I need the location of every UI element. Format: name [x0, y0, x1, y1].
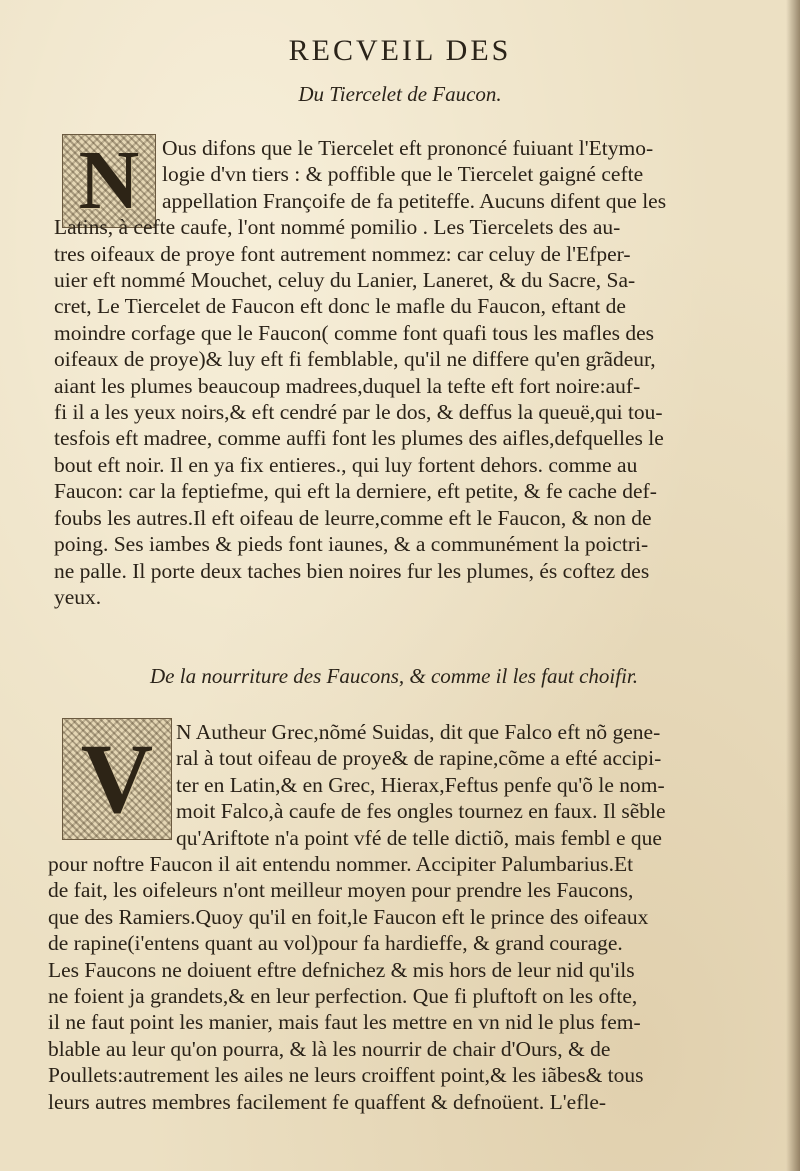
- text-line: Poullets:autrement les ailes ne leurs croiffent point,& les iãbes& tous: [48, 1063, 644, 1088]
- text-line: tesfois eft madree, comme auffi font les plumes des aifles,defquelles le: [54, 426, 664, 451]
- text-line: logie d'vn tiers : & poffible que le Tiercelet gaigné cefte: [162, 162, 644, 187]
- text-line: foubs les autres.Il eft oifeau de leurre,comme eft le Faucon, & non de: [54, 505, 652, 530]
- text-line: tres oifeaux de proye font autrement nommez: car celuy de l'Efper-: [54, 241, 631, 266]
- text-line: ne foient ja grandets,& en leur perfection. Que fi pluftoft on les ofte,: [48, 984, 638, 1009]
- text-line: de fait, les oifeleurs n'ont meilleur moyen pour prendre les Faucons,: [48, 878, 634, 903]
- text-line: poing. Ses iambes & pieds font iaunes, & a communément la poictri-: [54, 532, 649, 557]
- text-line: N Autheur Grec,nõmé Suidas, dit que Falco eft nõ gene-: [176, 720, 661, 744]
- text-line: bout eft noir. Il en ya fix entieres., qui luy fortent dehors. comme au: [54, 452, 638, 477]
- section-heading-tiercelet: Du Tiercelet de Faucon.: [298, 82, 502, 106]
- text-line: fi il a les yeux noirs,& eft cendré par le dos, & deffus la queuë,qui tou-: [54, 400, 663, 425]
- running-head: RECVEIL DES: [288, 34, 512, 67]
- page-gutter-shadow: [786, 0, 800, 1171]
- text-line: Les Faucons ne doiuent eftre defnichez & mis hors de leur nid qu'ils: [48, 957, 635, 982]
- text-line: leurs autres membres facilement fe quaffent & defnoüent. L'efle-: [48, 1089, 607, 1114]
- text-line: oifeaux de proye)& luy eft fi femblable, qu'il ne differe qu'en grãdeur,: [54, 347, 656, 372]
- text-line: blable au leur qu'on pourra, & là les nourrir de chair d'Ours, & de: [48, 1036, 611, 1061]
- paragraph-nourriture: [48, 719, 766, 1115]
- text-line: ter en Latin,& en Grec, Hierax,Feftus penfe qu'õ le nom-: [176, 772, 665, 797]
- text-line: il ne faut point les manier, mais faut les mettre en vn nid le plus fem-: [48, 1010, 641, 1035]
- text-line: ne palle. Il porte deux taches bien noires fur les plumes, és coftez des: [54, 558, 650, 583]
- text-line: Ous difons que le Tiercelet eft prononcé fuiuant l'Etymo-: [162, 136, 654, 160]
- decorated-initial-v: V: [62, 718, 172, 840]
- text-line: que des Ramiers.Quoy qu'il en foit,le Faucon eft le prince des oifeaux: [48, 904, 649, 929]
- text-line: de rapine(i'entens quant au vol)pour fa hardieffe, & grand courage.: [48, 931, 623, 956]
- decorated-initial-n: N: [62, 134, 156, 228]
- text-line: cret, Le Tiercelet de Faucon eft donc le mafle du Faucon, eftant de: [54, 294, 626, 319]
- text-line: moit Falco,à caufe de fes ongles tournez en faux. Il sẽble: [176, 799, 666, 824]
- text-line: pour noftre Faucon il ait entendu nommer. Accipiter Palumbarius.Et: [48, 852, 634, 877]
- text-line: Faucon: car la feptiefme, qui eft la derniere, eft petite, & fe cache def-: [54, 479, 657, 504]
- text-line: appellation Françoife de fa petiteffe. Aucuns difent que les: [162, 188, 667, 213]
- text-line: qu'Ariftote n'a point vfé de telle dictiõ, mais fembl e que: [176, 825, 662, 850]
- text-line: aiant les plumes beaucoup madrees,duquel la tefte eft fort noire:auf-: [54, 373, 641, 398]
- text-line: uier eft nommé Mouchet, celuy du Lanier, Laneret, & du Sacre, Sa-: [54, 268, 636, 293]
- text-line: Latins, à cefte caufe, l'ont nommé pomilio . Les Tiercelets des au-: [54, 215, 621, 240]
- text-line: yeux.: [54, 584, 102, 609]
- paragraph-tiercelet: [54, 135, 766, 610]
- text-line: moindre corfage que le Faucon( comme font quafi tous les mafles des: [54, 320, 655, 345]
- section-heading-nourriture: De la nourriture des Faucons, & comme il les faut choifir.: [150, 664, 639, 688]
- text-line: ral à tout oifeau de proye& de rapine,cõme a efté accipi-: [176, 746, 662, 771]
